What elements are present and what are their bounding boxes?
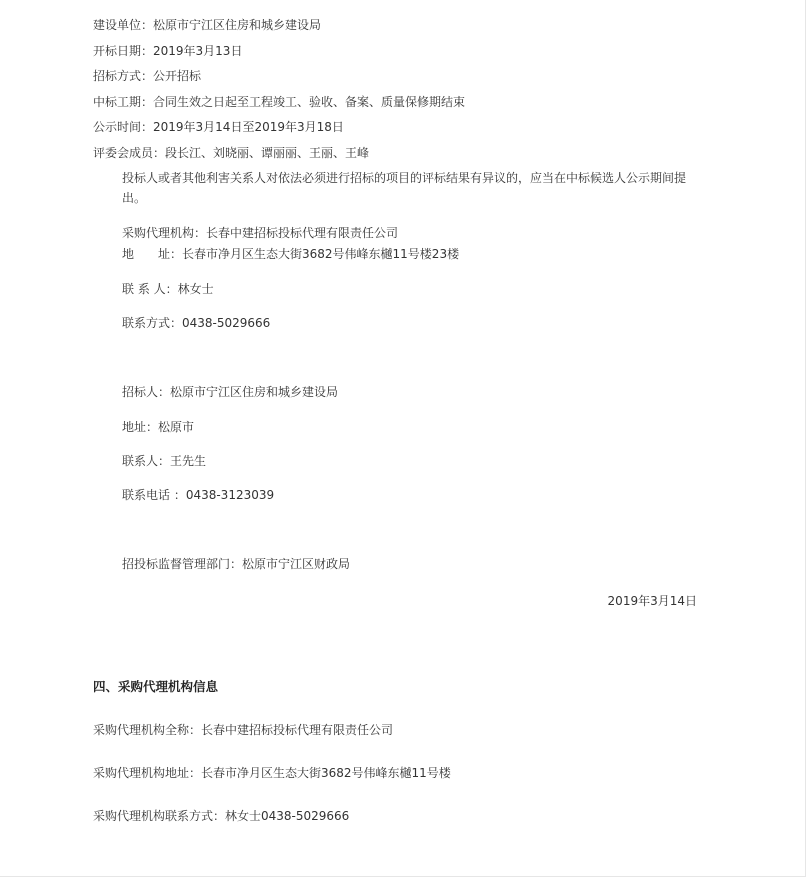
agency-name-line: 采购代理机构：长春中建招标投标代理有限责任公司 xyxy=(122,226,399,240)
agency-full-address-line: 采购代理机构地址：长春市净月区生态大街3682号伟峰东樾11号楼 xyxy=(93,766,451,780)
agency-address-line: 地 址：长春市净月区生态大街3682号伟峰东樾11号楼23楼 xyxy=(122,247,460,261)
supervisor-line: 招投标监督管理部门：松原市宁江区财政局 xyxy=(122,557,351,571)
tenderer-name-line: 招标人：松原市宁江区住房和城乡建设局 xyxy=(122,385,339,399)
method-line: 招标方式：公开招标 xyxy=(93,69,202,83)
agency-full-name-line: 采购代理机构全称：长春中建招标投标代理有限责任公司 xyxy=(93,723,394,737)
tenderer-person-line: 联系人：王先生 xyxy=(122,454,207,468)
section-title: 四、采购代理机构信息 xyxy=(93,679,219,694)
agency-phone-line: 联系方式：0438-5029666 xyxy=(122,316,271,330)
notice-time-line: 公示时间：2019年3月14日至2019年3月18日 xyxy=(93,120,344,134)
committee-line: 评委会成员：段长江、刘晓丽、谭丽丽、王丽、王峰 xyxy=(93,146,370,160)
tenderer-address-line: 地址：松原市 xyxy=(122,420,195,434)
open-date-line: 开标日期：2019年3月13日 xyxy=(93,44,243,58)
agency-person-line: 联 系 人：林女士 xyxy=(122,282,214,296)
builder-line: 建设单位：松原市宁江区住房和城乡建设局 xyxy=(93,18,322,32)
agency-contact-line: 采购代理机构联系方式：林女士0438-5029666 xyxy=(93,809,350,823)
sign-date: 2019年3月14日 xyxy=(607,594,697,608)
tenderer-phone-line: 联系电话 ：0438-3123039 xyxy=(122,488,275,502)
objection-paragraph: 投标人或者其他利害关系人对依法必须进行招标的项目的评标结果有异议的，应当在中标候选人公示期间提出。 xyxy=(122,171,687,205)
period-line: 中标工期：合同生效之日起至工程竣工、验收、备案、质量保修期结束 xyxy=(93,95,466,109)
